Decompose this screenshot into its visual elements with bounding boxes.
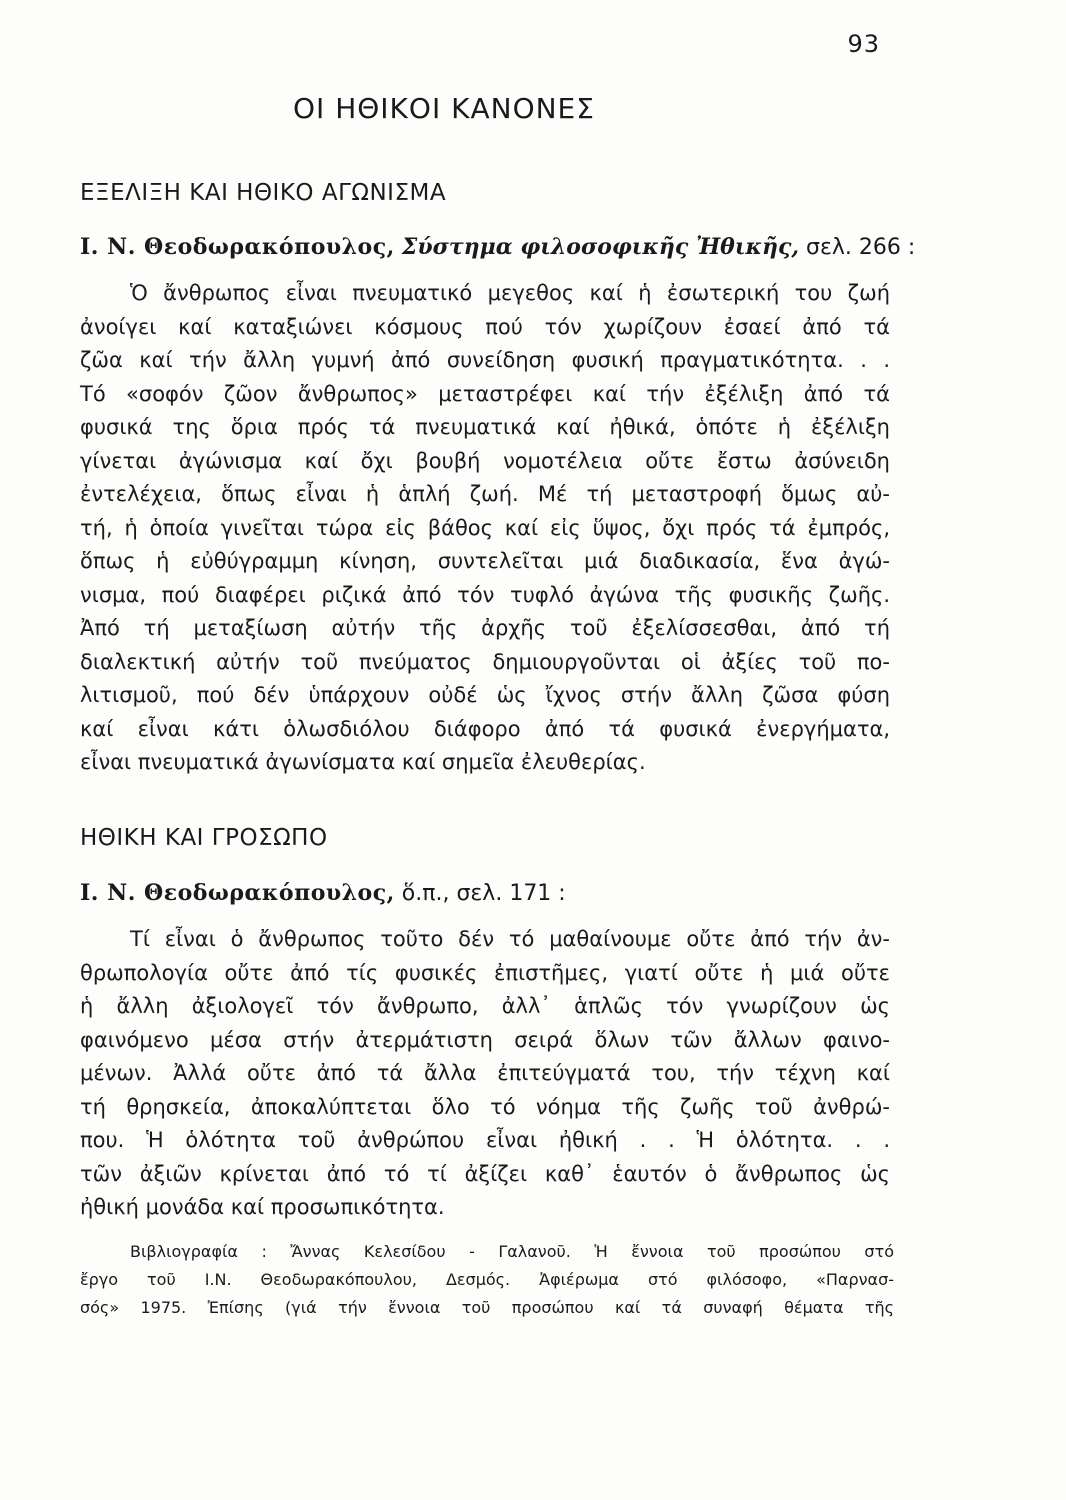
citation-page: σελ. 266 : <box>806 235 916 260</box>
text-line: Ἀπό τή μεταξίωση αὐτήν τῆς ἀρχῆς τοῦ ἐξελίσσεσθαι, ἀπό τή <box>80 616 890 640</box>
bibliography-line: ἔργο τοῦ Ι.Ν. Θεοδωρακόπουλου, Δεσμός. Ἀφιέρωμα στό φιλόσοφο, «Παρνασ- <box>80 1270 894 1289</box>
bibliography-note <box>80 1238 894 1322</box>
citation-work: Σύστημα φιλοσοφικῆς Ἠθικῆς, <box>401 234 800 260</box>
text-line: μένων. Ἀλλά οὔτε ἀπό τά ἄλλα ἐπιτεύγματά του, τήν τέχνη καί <box>80 1061 890 1085</box>
text-line: τή, ἡ ὁποία γινεῖται τώρα εἰς βάθος καί εἰς ὕψος, ὄχι πρός τά ἐμπρός, <box>80 515 890 540</box>
text-line: καί εἶναι κάτι ὁλωσδιόλου διάφορο ἀπό τά φυσικά ἐνεργήματα, <box>80 716 890 741</box>
citation-section1 <box>80 234 915 260</box>
citation-author: Ι. Ν. Θεοδωρακόπουλος, <box>80 234 395 260</box>
text-line: θρωπολογία οὔτε ἀπό τίς φυσικές ἐπιστῆμες, γιατί οὔτε ἡ μιά οὔτε <box>80 960 890 985</box>
text-line: ἡ ἄλλη ἀξιολογεῖ τόν ἄνθρωπο, ἀλλ᾽ ἁπλῶς τόν γνωρίζουν ὡς <box>80 994 890 1018</box>
bibliography-line: σός» 1975. Ἐπίσης (γιά τήν ἔννοια τοῦ προσώπου καί τά συναφή θέματα τῆς <box>80 1298 894 1317</box>
citation-section2 <box>80 880 566 906</box>
text-line: ζῶα καί τήν ἄλλη γυμνή ἀπό συνείδηση φυσική πραγματικότητα. . . <box>80 348 890 372</box>
text-line: Ὁ ἄνθρωπος εἶναι πνευματικό μεγεθος καί ἡ ἐσωτερική του ζωή <box>130 281 890 305</box>
chapter-title: ΟΙ ΗΘΙΚΟΙ ΚΑΝΟΝΕΣ <box>293 92 595 125</box>
text-line: ὅπως ἡ εὐθύγραμμη κίνηση, συντελεῖται μιά διαδικασία, ἕνα ἀγώ- <box>80 549 890 573</box>
page-number: 93 <box>847 30 880 58</box>
text-line: που. Ἡ ὁλότητα τοῦ ἀνθρώπου εἶναι ἠθική . . Ἡ ὁλότητα. . . <box>80 1128 890 1152</box>
text-line: ἀνοίγει καί καταξιώνει κόσμους πού τόν χωρίζουν ἐσαεί ἀπό τά <box>80 314 890 339</box>
text-line: τῶν ἀξιῶν κρίνεται ἀπό τό τί ἀξίζει καθ᾽ ἑαυτόν ὁ ἄνθρωπος ὡς <box>80 1161 890 1186</box>
section-heading-ethics-person: ΗΘΙΚΗ ΚΑΙ ΓΡΟΣΩΠΟ <box>80 825 328 851</box>
text-line: λιτισμοῦ, πού δέν ὑπάρχουν οὐδέ ὡς ἴχνος στήν ἄλλη ζῶσα φύση <box>80 683 890 707</box>
text-line: γίνεται ἀγώνισμα καί ὄχι βουβή νομοτέλεια οὔτε ἔστω ἀσύνειδη <box>80 448 890 473</box>
text-line: Τί εἶναι ὁ ἄνθρωπος τοῦτο δέν τό μαθαίνουμε οὔτε ἀπό τήν ἀν- <box>130 927 890 951</box>
bibliography-line: Βιβλιογραφία : Ἄννας Κελεσίδου - Γαλανοῦ. Ἡ ἔννοια τοῦ προσώπου στό <box>130 1242 894 1261</box>
citation-page: ὅ.π., σελ. 171 : <box>401 881 566 906</box>
text-line: ἐντελέχεια, ὅπως εἶναι ἡ ἁπλή ζωή. Μέ τή μεταστροφή ὅμως αὐ- <box>80 482 890 506</box>
paragraph-ethics-person <box>80 923 890 1225</box>
text-line: ἠθική μονάδα καί προσωπικότητα. <box>80 1195 445 1219</box>
citation-author: Ι. Ν. Θεοδωρακόπουλος, <box>80 880 395 906</box>
section-heading-evolution: ΕΞΕΛΙΞΗ ΚΑΙ ΗΘΙΚΟ ΑΓΩΝΙΣΜΑ <box>80 180 447 206</box>
text-line: φαινόμενο μέσα στήν ἀτερμάτιστη σειρά ὅλων τῶν ἄλλων φαινο- <box>80 1027 890 1052</box>
text-line: φυσικά της ὅρια πρός τά πνευματικά καί ἠθικά, ὁπότε ἡ ἐξέλιξη <box>80 415 890 439</box>
paragraph-evolution <box>80 277 890 780</box>
text-line: εἶναι πνευματικά ἀγωνίσματα καί σημεῖα ἐλευθερίας. <box>80 750 646 774</box>
text-line: νισμα, πού διαφέρει ριζικά ἀπό τόν τυφλό ἀγώνα τῆς φυσικῆς ζωῆς. <box>80 582 890 607</box>
text-line: Τό «σοφόν ζῶον ἄνθρωπος» μεταστρέφει καί τήν ἐξέλιξη ἀπό τά <box>80 381 890 406</box>
text-line: τή θρησκεία, ἀποκαλύπτεται ὅλο τό νόημα τῆς ζωῆς τοῦ ἀνθρώ- <box>80 1094 890 1119</box>
text-line: διαλεκτική αὐτήν τοῦ πνεύματος δημιουργοῦνται οἱ ἀξίες τοῦ πο- <box>80 649 890 674</box>
